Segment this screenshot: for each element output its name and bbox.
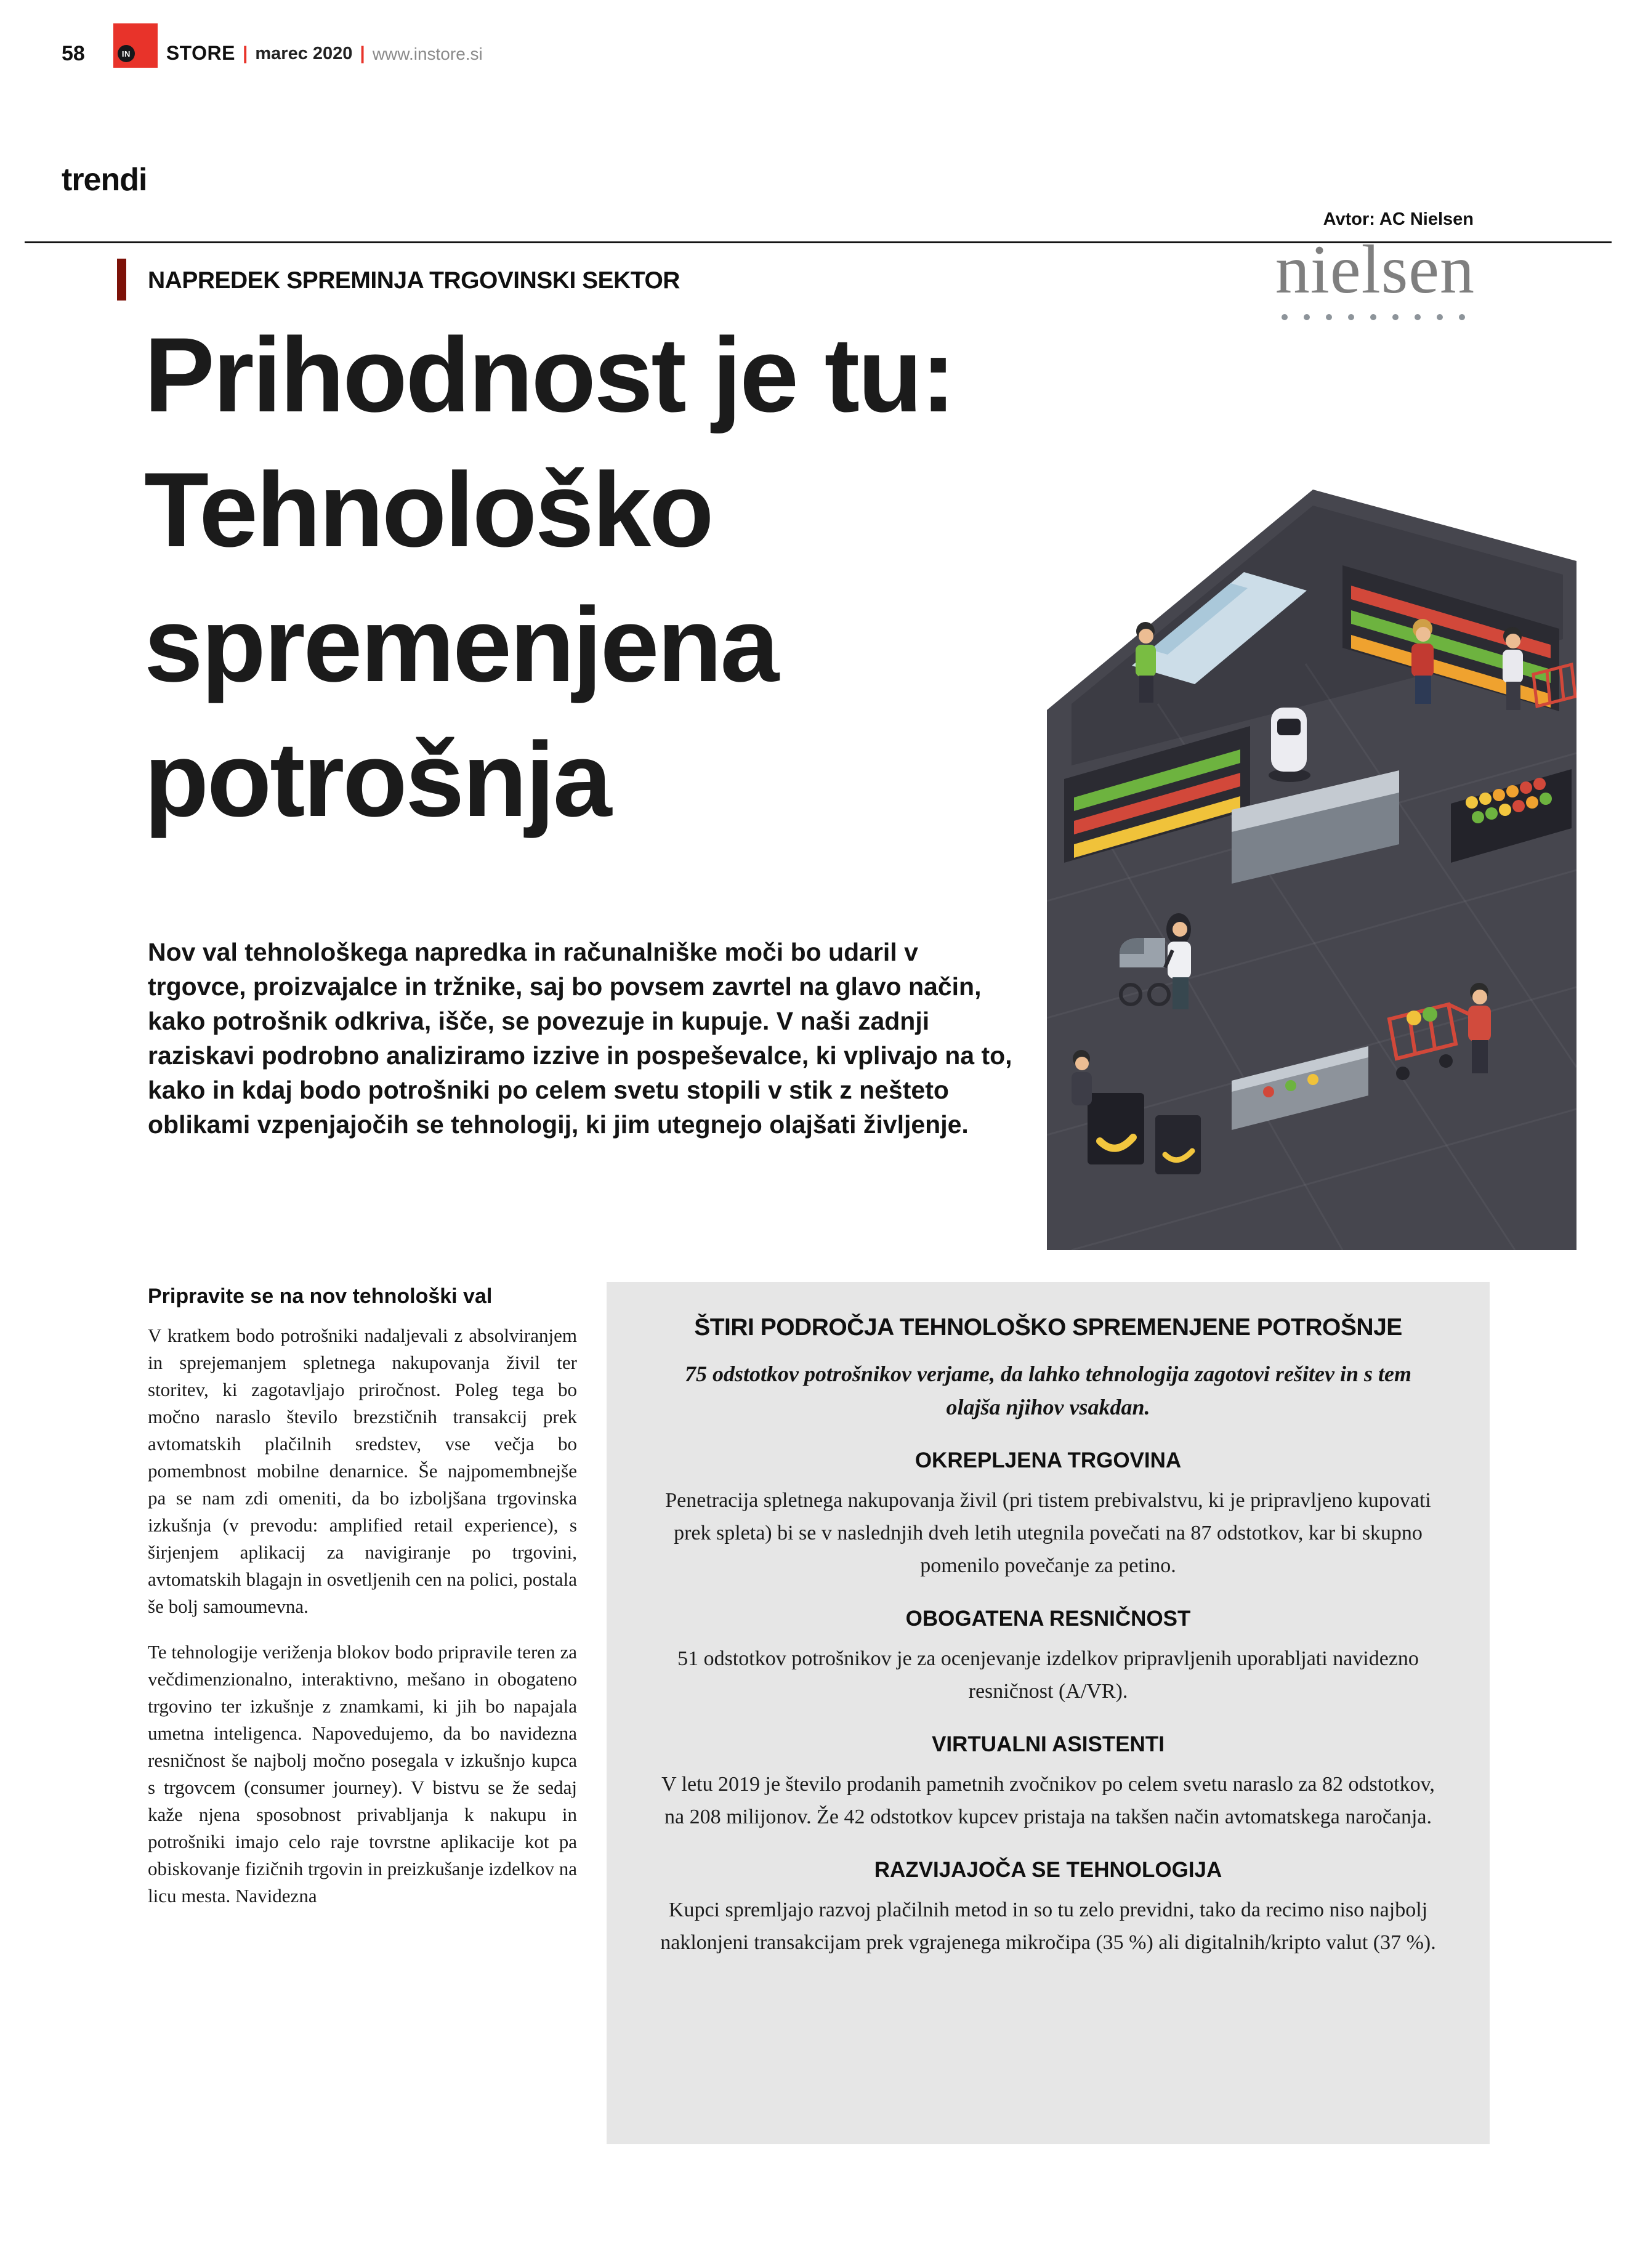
body-subheading: Pripravite se na nov tehnološki val [148, 1285, 493, 1308]
issue-date: marec 2020 [255, 44, 353, 63]
instore-logo-text: STORE [166, 42, 235, 64]
headline-line: Tehnološko [144, 451, 713, 569]
headline-line: Prihodnost je tu: [144, 316, 955, 434]
info-box-section-text: Penetracija spletnega nakupovanja živil (pri tistem prebivalstvu, ki je pripravljeno kupovati prek spleta) bi se v naslednjih dveh letih utegnila povečati na 87 odstotkov, kar bi skupno pomenilo povečanje za petino. [665, 1489, 1431, 1577]
info-box-section [656, 1732, 1440, 1833]
website-url: www.instore.si [372, 44, 483, 63]
nielsen-dot [1459, 314, 1465, 320]
kicker-accent-bar [117, 259, 126, 301]
nielsen-dot [1304, 314, 1310, 320]
nielsen-logo-text: nielsen [1275, 232, 1475, 308]
headline-line: spremenjena [144, 586, 778, 704]
nielsen-dot [1326, 314, 1332, 320]
info-box-section-text: Kupci spremljajo razvoj plačilnih metod in so tu zelo previdni, tako da recimo niso najbolj naklonjeni transakcijam prek vgrajenega mikročipa (35 %) ali digitalnih/kripto valut (37 %). [660, 1899, 1436, 1954]
info-box-section-heading: RAZVIJAJOČA SE TEHNOLOGIJA [874, 1858, 1222, 1882]
info-box-title: ŠTIRI PODROČJA TEHNOLOŠKO SPREMENJENE POTROŠNJE [694, 1314, 1402, 1341]
headline-line: potrošnja [144, 720, 610, 839]
nielsen-dot [1392, 314, 1399, 320]
instore-logo [113, 23, 483, 68]
kicker: NAPREDEK SPREMINJA TRGOVINSKI SEKTOR [148, 267, 680, 294]
nielsen-logo-dots [1275, 314, 1475, 320]
info-box-lead: 75 odstotkov potrošnikov verjame, da lahko tehnologija zagotovi rešitev in s tem olajša njihov vsakdan. [685, 1362, 1411, 1419]
info-box-section-text: V letu 2019 je število prodanih pametnih zvočnikov po celem svetu naraslo za 82 odstotkov, na 208 milijonov. Že 42 odstotkov kupcev pristaja na takšen način avtomatskega naročanja. [661, 1773, 1435, 1828]
article-intro: Nov val tehnološkega napredka in računalniške moči bo udaril v trgovce, proizvajalce in tržnike, saj bo povsem zavrtel na glavo način, kako potrošnik odkriva, išče, se povezuje in kupuje. V naši zadnji raziskavi podrobno analiziramo izzive in pospeševalce, ki vplivajo na to, kako in kdaj bodo potrošniki po celem svetu stopili v stik z nešteto oblikami vzpenjajočih se tehnologij, ki jim utegnejo olajšati življenje. [148, 938, 1012, 1139]
separator: | [360, 43, 365, 63]
body-column [148, 1285, 577, 1928]
page-number: 58 [62, 42, 85, 65]
info-box-section-text: 51 odstotkov potrošnikov je za ocenjevanje izdelkov pripravljenih uporabljati navidezno resničnost (A/VR). [677, 1647, 1419, 1703]
nielsen-dot [1282, 314, 1288, 320]
supermarket-illustration-svg [1047, 433, 1576, 1250]
body-paragraph: Te tehnologije veriženja blokov bodo pripravile teren za večdimenzionalno, interaktivno, mešano in obogateno trgovino ter izkušnje z znamkami, ki jih bo napajala umetna inteligenca. Napovedujemo, da bo navidezna resničnost še najbolj močno posegala v izkušnjo kupca s trgovcem (consumer journey). V bistvu se že sedaj kaže njena sposobnost privabljanja k nakupu in potrošniki imajo celo raje tovrstne aplikacije kot pa obiskovanje fizičnih trgovin in preizkušanje izdelkov na licu mesta. Navidezna [148, 1641, 577, 1907]
body-paragraph: V kratkem bodo potrošniki nadaljevali z absolviranjem in sprejemanjem spletnega nakupovanja živil ter storitev, ki zagotavljajo priročnost. Poleg tega bo močno naraslo število brezstičnih transakcij prek avtomatskih plačilnih sredstev, vse večja bo pomembnost mobilne denarnice. Še najpomembnejše pa se nam zdi omeniti, da bo izboljšana trgovinska izkušnja (v prevodu: amplified retail experience), s širjenjem aplikacij za navigiranje po trgovini, avtomatskih blagajn in osvetljenih cen na polici, postala še bolj samoumevna. [148, 1325, 577, 1617]
headline [144, 308, 954, 847]
nielsen-dot [1370, 314, 1376, 320]
info-box-section-heading: OKREPLJENA TRGOVINA [914, 1448, 1182, 1472]
info-box-section-heading: OBOGATENA RESNIČNOST [905, 1607, 1191, 1631]
info-box-section [656, 1858, 1440, 1959]
supermarket-illustration [1047, 433, 1576, 1250]
author-credit: Avtor: AC Nielsen [1323, 209, 1474, 229]
nielsen-logo [1275, 232, 1475, 320]
nielsen-dot [1437, 314, 1443, 320]
masthead [62, 22, 483, 68]
nielsen-dot [1348, 314, 1354, 320]
section-title: trendi [62, 162, 147, 198]
info-box-section [656, 1448, 1440, 1582]
info-box-section [656, 1607, 1440, 1708]
info-box-section-heading: VIRTUALNI ASISTENTI [932, 1732, 1165, 1756]
separator: | [242, 43, 248, 63]
nielsen-dot [1415, 314, 1421, 320]
info-box [607, 1282, 1490, 2144]
instore-logo-in-badge: IN [118, 45, 135, 62]
instore-logo-square [113, 23, 158, 68]
